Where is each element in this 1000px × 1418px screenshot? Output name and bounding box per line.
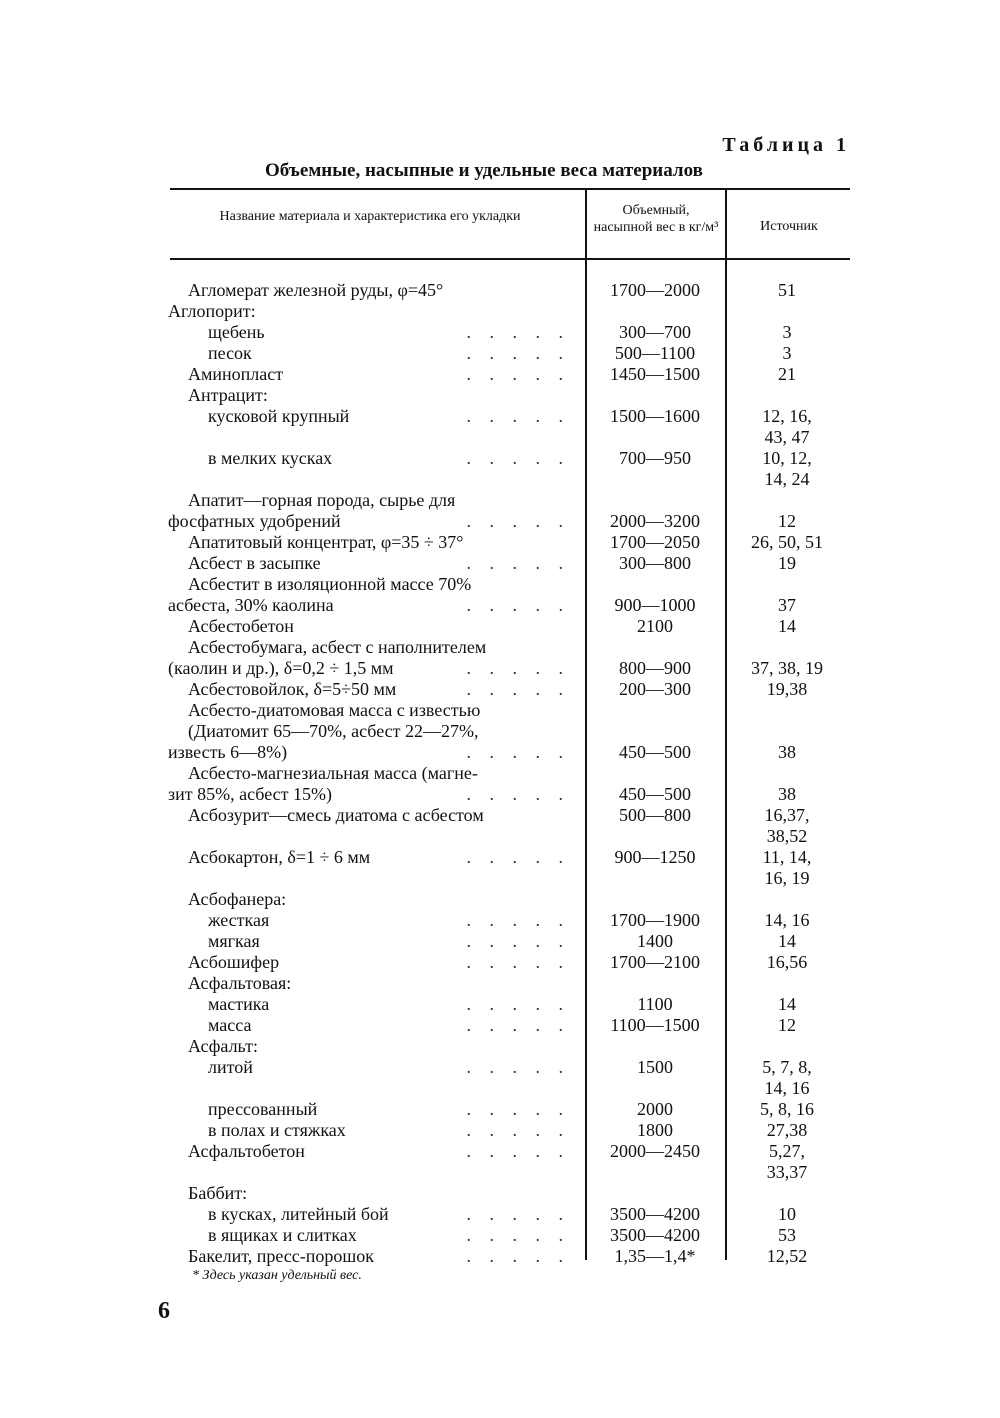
source-value: 38,52 (766, 826, 808, 846)
material-name: Баббит: (188, 1183, 248, 1203)
material-name: Апатитовый концентрат, φ=35 ÷ 37° (188, 532, 464, 552)
weight-value: 1700—2100 (610, 952, 700, 972)
material-name: Антрацит: (188, 385, 268, 405)
material-name: Асфальт: (188, 1036, 258, 1056)
leader-dots: . . . . . (466, 679, 570, 699)
weight-value: 300—700 (619, 322, 691, 342)
weight-value: 200—300 (619, 679, 691, 699)
leader-dots: . . . . . (466, 784, 570, 804)
weight-value: 1500 (637, 1057, 673, 1077)
source-value: 16,37, (764, 805, 810, 825)
table-row (0, 301, 1000, 322)
table-label: Таблица 1 (722, 134, 850, 156)
table-row (0, 511, 1000, 532)
source-value: 14, 16 (764, 910, 810, 930)
source-value: 14 (778, 994, 796, 1014)
source-value: 14 (778, 616, 796, 636)
material-name: зит 85%, асбест 15%) (168, 784, 333, 804)
table-row (0, 469, 1000, 490)
weight-value: 700—950 (619, 448, 691, 468)
source-value: 5, 8, 16 (760, 1099, 814, 1119)
weight-value: 1100 (637, 994, 673, 1014)
material-name: мягкая (208, 931, 260, 951)
weight-value: 3500—4200 (610, 1225, 700, 1245)
leader-dots: . . . . . (466, 595, 570, 615)
source-value: 37 (778, 595, 796, 615)
material-name: Асбесто-диатомовая масса с известью (188, 700, 481, 720)
table-row (0, 1120, 1000, 1141)
leader-dots: . . . . . (466, 1057, 570, 1077)
source-value: 16,56 (766, 952, 808, 972)
table-row (0, 448, 1000, 469)
table-row (0, 1036, 1000, 1057)
source-value: 12 (778, 511, 796, 531)
weight-value: 800—900 (619, 658, 691, 678)
source-value: 5,27, (769, 1141, 805, 1161)
source-value: 38 (778, 742, 796, 762)
leader-dots: . . . . . (466, 1204, 570, 1224)
table-row (0, 1204, 1000, 1225)
leader-dots: . . . . . (466, 910, 570, 930)
table-row (0, 1225, 1000, 1246)
source-value: 37, 38, 19 (751, 658, 823, 678)
table-row (0, 490, 1000, 511)
table-row (0, 322, 1000, 343)
table-row (0, 679, 1000, 700)
weight-value: 1700—1900 (610, 910, 700, 930)
source-value: 3 (782, 322, 792, 342)
table-row (0, 427, 1000, 448)
material-name: известь 6—8%) (168, 742, 288, 762)
material-name: Асбестобетон (188, 616, 294, 636)
source-value: 26, 50, 51 (751, 532, 823, 552)
material-name: Асбофанера: (188, 889, 287, 909)
leader-dots: . . . . . (466, 406, 570, 426)
top-rule (170, 188, 850, 190)
weight-value: 1450—1500 (610, 364, 700, 384)
table-row (0, 343, 1000, 364)
table-row (0, 385, 1000, 406)
material-name: Асбозурит—смесь диатома с асбестом (188, 805, 484, 825)
table-row (0, 721, 1000, 742)
table-row (0, 1015, 1000, 1036)
table-row (0, 574, 1000, 595)
material-name: в кусках, литейный бой (208, 1204, 389, 1224)
table-row (0, 616, 1000, 637)
source-value: 14 (778, 931, 796, 951)
leader-dots: . . . . . (466, 1099, 570, 1119)
source-value: 51 (778, 280, 796, 300)
table-row (0, 595, 1000, 616)
header-weight: Объемный, насыпной вес в кг/м³ (593, 203, 719, 235)
table-row (0, 952, 1000, 973)
weight-value: 1500—1600 (610, 406, 700, 426)
material-name: Асбокартон, δ=1 ÷ 6 мм (188, 847, 371, 867)
table-row (0, 1078, 1000, 1099)
material-name: в ящиках и слитках (208, 1225, 357, 1245)
source-value: 38 (778, 784, 796, 804)
weight-value: 2000 (637, 1099, 673, 1119)
weight-value: 1800 (637, 1120, 673, 1140)
leader-dots: . . . . . (466, 994, 570, 1014)
material-name: литой (208, 1057, 253, 1077)
table-row (0, 889, 1000, 910)
weight-value: 2000—3200 (610, 511, 700, 531)
table-row (0, 910, 1000, 931)
weight-value: 900—1250 (614, 847, 696, 867)
material-name: Асфальтовая: (188, 973, 292, 993)
table-row (0, 1246, 1000, 1267)
leader-dots: . . . . . (466, 1015, 570, 1035)
leader-dots: . . . . . (466, 658, 570, 678)
weight-value: 450—500 (619, 784, 691, 804)
leader-dots: . . . . . (466, 511, 570, 531)
material-name: Бакелит, пресс-порошок (188, 1246, 375, 1266)
material-name: Асбестобумага, асбест с наполнителем (188, 637, 487, 657)
table-row (0, 784, 1000, 805)
table-row (0, 763, 1000, 784)
source-value: 19,38 (766, 679, 808, 699)
material-name: Апатит—горная порода, сырье для (188, 490, 456, 510)
table-row (0, 805, 1000, 826)
table-row (0, 931, 1000, 952)
weight-value: 3500—4200 (610, 1204, 700, 1224)
table-row (0, 1141, 1000, 1162)
leader-dots: . . . . . (466, 322, 570, 342)
source-value: 10 (778, 1204, 796, 1224)
table-row (0, 532, 1000, 553)
source-value: 33,37 (766, 1162, 808, 1182)
table-row (0, 364, 1000, 385)
header-name: Название материала и характеристика его укладки (219, 209, 521, 224)
material-name: Аглопорит: (168, 301, 256, 321)
leader-dots: . . . . . (466, 847, 570, 867)
material-name: кусковой крупный (208, 406, 350, 426)
source-value: 53 (778, 1225, 796, 1245)
material-name: фосфатных удобрений (168, 511, 341, 531)
source-value: 19 (778, 553, 796, 573)
header-source: Источник (760, 219, 818, 234)
source-value: 5, 7, 8, (762, 1057, 812, 1077)
weight-value: 1700—2050 (610, 532, 700, 552)
material-name: в полах и стяжках (208, 1120, 346, 1140)
source-value: 3 (782, 343, 792, 363)
table-row (0, 553, 1000, 574)
leader-dots: . . . . . (466, 553, 570, 573)
source-value: 14, 24 (764, 469, 810, 489)
leader-dots: . . . . . (466, 742, 570, 762)
table-row (0, 742, 1000, 763)
table-row (0, 973, 1000, 994)
table-row (0, 994, 1000, 1015)
weight-value: 500—1100 (614, 343, 696, 363)
weight-value: 300—800 (619, 553, 691, 573)
material-name: Асбестовойлок, δ=5÷50 мм (188, 679, 397, 699)
source-value: 12 (778, 1015, 796, 1035)
source-value: 27,38 (766, 1120, 808, 1140)
weight-value: 1700—2000 (610, 280, 700, 300)
material-name: Асбесто-магнезиальная масса (магне- (188, 763, 478, 783)
weight-value: 1400 (637, 931, 673, 951)
table-row (0, 1057, 1000, 1078)
table-row (0, 406, 1000, 427)
table-row (0, 700, 1000, 721)
material-name: Асфальтобетон (188, 1141, 305, 1161)
material-name: масса (208, 1015, 252, 1035)
leader-dots: . . . . . (466, 1141, 570, 1161)
leader-dots: . . . . . (466, 952, 570, 972)
material-name: щебень (208, 322, 265, 342)
table-row (0, 868, 1000, 889)
weight-value: 1,35—1,4* (614, 1246, 696, 1266)
weight-value: 2000—2450 (610, 1141, 700, 1161)
material-name: Асбестит в изоляционной массе 70% (188, 574, 472, 594)
material-name: (каолин и др.), δ=0,2 ÷ 1,5 мм (168, 658, 394, 678)
table-row (0, 658, 1000, 679)
material-name: прессованный (208, 1099, 318, 1119)
material-name: Асбест в засыпке (188, 553, 321, 573)
table-row (0, 280, 1000, 301)
source-value: 16, 19 (764, 868, 810, 888)
table-row (0, 637, 1000, 658)
table-row (0, 847, 1000, 868)
weight-value: 1100—1500 (610, 1015, 700, 1035)
table-title: Объемные, насыпные и удельные веса материалов (265, 160, 703, 181)
table-row (0, 1183, 1000, 1204)
material-name: Аминопласт (188, 364, 284, 384)
source-value: 14, 16 (764, 1078, 810, 1098)
leader-dots: . . . . . (466, 931, 570, 951)
leader-dots: . . . . . (466, 448, 570, 468)
weight-value: 450—500 (619, 742, 691, 762)
leader-dots: . . . . . (466, 343, 570, 363)
material-name: мастика (208, 994, 270, 1014)
table-row (0, 826, 1000, 847)
leader-dots: . . . . . (466, 1225, 570, 1245)
source-value: 10, 12, (762, 448, 812, 468)
material-name: песок (208, 343, 252, 363)
table-row (0, 1162, 1000, 1183)
material-name: жесткая (208, 910, 270, 930)
source-value: 43, 47 (764, 427, 810, 447)
material-name: в мелких кусках (208, 448, 333, 468)
source-value: 12, 16, (762, 406, 812, 426)
source-value: 11, 14, (762, 847, 812, 867)
leader-dots: . . . . . (466, 1246, 570, 1266)
weight-value: 500—800 (619, 805, 691, 825)
material-name: Агломерат железной руды, φ=45° (188, 280, 444, 300)
footnote: * Здесь указан удельный вес. (192, 1268, 362, 1283)
material-name: Асбошифер (188, 952, 280, 972)
header-rule (170, 258, 850, 260)
material-name: асбеста, 30% каолина (168, 595, 334, 615)
weight-value: 2100 (637, 616, 673, 636)
material-name: (Диатомит 65—70%, асбест 22—27%, (188, 721, 479, 741)
source-value: 21 (778, 364, 796, 384)
leader-dots: . . . . . (466, 1120, 570, 1140)
weight-value: 900—1000 (614, 595, 696, 615)
source-value: 12,52 (766, 1246, 808, 1266)
leader-dots: . . . . . (466, 364, 570, 384)
page-number: 6 (158, 1298, 170, 1324)
table-row (0, 1099, 1000, 1120)
